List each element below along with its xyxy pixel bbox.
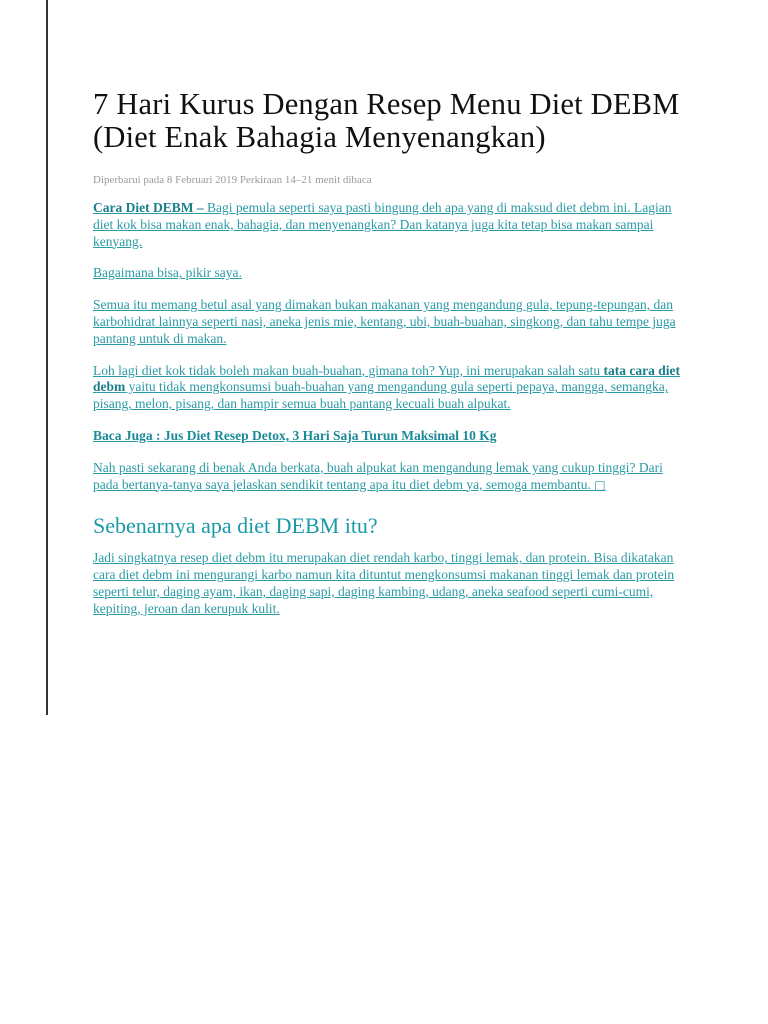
- paragraph-question[interactable]: Bagaimana bisa, pikir saya.: [93, 265, 242, 281]
- paragraph-foods[interactable]: Semua itu memang betul asal yang dimakan bukan makanan yang mengandung gula, tepung-tepungan, dan karbohidrat lainnya seperti nasi, aneka jenis mie, kentang, ubi, buah-buahan, singkong, dan tahu tempe juga pantang untuk di makan.: [93, 297, 676, 346]
- paragraph-intro[interactable]: [93, 200, 683, 250]
- paragraph-fruits[interactable]: [93, 363, 683, 413]
- fruits-text-after[interactable]: yaitu tidak mengkonsumsi buah-buahan yang mengandung gula seperti pepaya, mangga, semangka, pisang, melon, pisang, dan hampir semua buah pantang kecuali buah alpukat.: [93, 379, 669, 412]
- tata-cara-link[interactable]: tata cara diet debm: [93, 362, 680, 395]
- intro-text[interactable]: Bagi pemula seperti saya pasti bingung deh apa yang di maksud diet debm ini. Lagian diet kok bisa makan enak, bahagia, dan menyenangkan? Dan katanya juga kita tetap bisa makan sampai kenyang.: [93, 200, 672, 249]
- left-margin-rule: [46, 0, 48, 715]
- section-heading: Sebenarnya apa diet DEBM itu?: [93, 513, 378, 539]
- read-also-link[interactable]: Baca Juga : Jus Diet Resep Detox, 3 Hari Saja Turun Maksimal 10 Kg: [93, 427, 497, 443]
- paragraph-avocado[interactable]: [93, 460, 683, 494]
- article-body: [93, 88, 683, 618]
- avocado-text[interactable]: Nah pasti sekarang di benak Anda berkata, buah alpukat kan mengandung lemak yang cukup tinggi? Dari pada bertanya-tanya saya jelaskan sendikit tentang apa itu diet debm ya, semoga membantu.: [93, 459, 663, 492]
- intro-bold-link[interactable]: Cara Diet DEBM –: [93, 200, 204, 215]
- article-meta: Diperbarui pada 8 Februari 2019 Perkiraan 14–21 menit dibaca: [93, 174, 372, 186]
- fruits-text-before[interactable]: Loh lagi diet kok tidak boleh makan buah-buahan, gimana toh? Yup, ini merupakan salah satu: [93, 362, 604, 378]
- missing-glyph-icon: □: [594, 477, 606, 492]
- article-title: 7 Hari Kurus Dengan Resep Menu Diet DEBM (Diet Enak Bahagia Menyenangkan): [93, 87, 680, 154]
- paragraph-summary[interactable]: Jadi singkatnya resep diet debm itu merupakan diet rendah karbo, tinggi lemak, dan protein. Bisa dikatakan cara diet debm ini mengurangi karbo namun kita dituntut mengkonsumsi makanan tinggi lemak dan protein seperti telur, daging ayam, ikan, daging sapi, daging kambing, udang, aneka seafood seperti cumi-cumi, kepiting, jeroan dan kerupuk kulit.: [93, 550, 675, 616]
